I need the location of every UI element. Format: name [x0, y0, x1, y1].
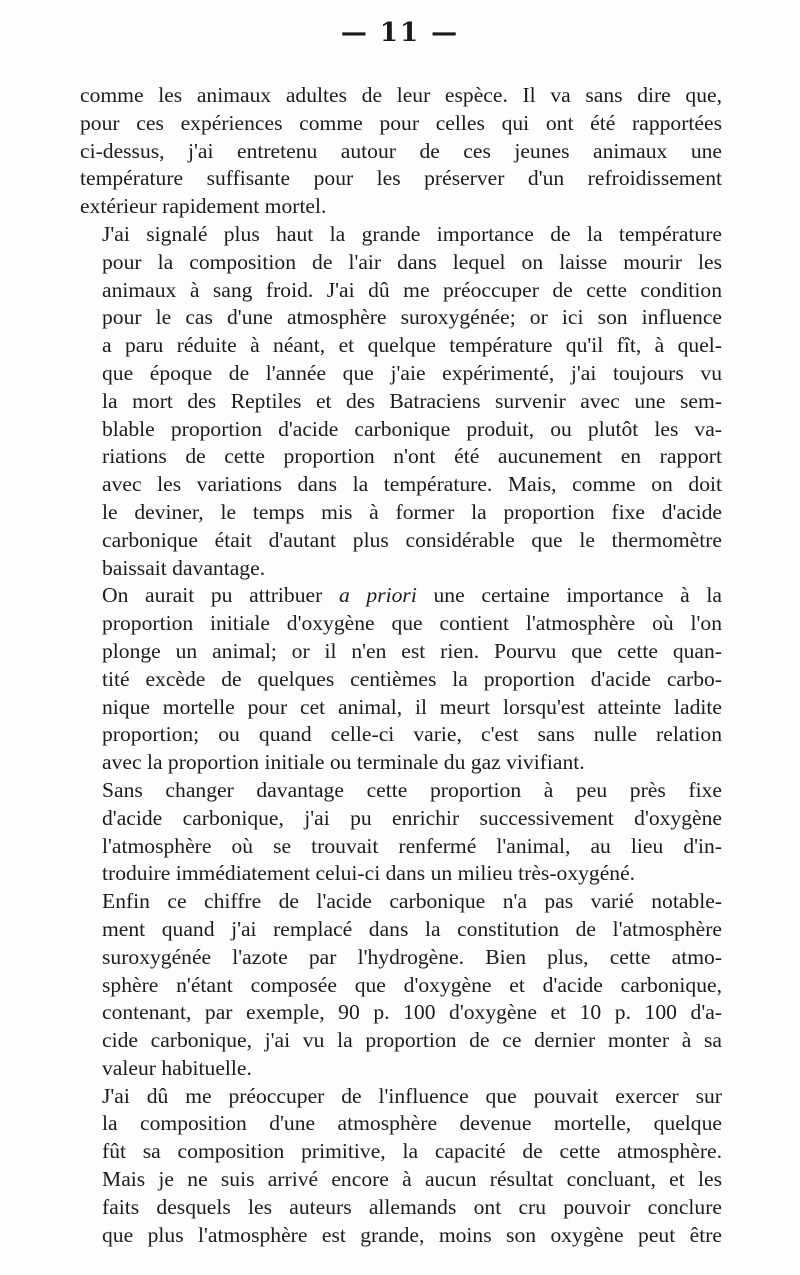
text-line: blable proportion d'acide carbonique produit, ou plutôt les va-: [102, 416, 722, 441]
text-line: sphère n'étant composée que d'oxygène et d'acide carbonique,: [102, 972, 722, 997]
text-line: Mais je ne suis arrivé encore à aucun résultat concluant, et les: [102, 1167, 722, 1192]
text-line: pour le cas d'une atmosphère suroxygénée; or ici son influence: [102, 305, 722, 330]
text-line: faits desquels les auteurs allemands ont cru pouvoir conclure: [102, 1194, 722, 1219]
text-line: le deviner, le temps mis à former la proportion fixe d'acide: [102, 499, 722, 524]
text-line: l'atmosphère où se trouvait renfermé l'animal, au lieu d'in-: [102, 833, 722, 858]
paragraph: [80, 221, 722, 582]
text-line: pour la composition de l'air dans lequel on laisse mourir les: [102, 249, 722, 274]
paragraph: [80, 888, 722, 1083]
paragraph: [80, 777, 722, 888]
text-line: riations de cette proportion n'ont été aucunement en rapport: [102, 444, 722, 469]
text-line: plonge un animal; or il n'en est rien. Pourvu que cette quan-: [102, 638, 722, 663]
body-text: [80, 82, 722, 1249]
text-line: ment quand j'ai remplacé dans la constitution de l'atmosphère: [102, 916, 722, 941]
text-line: comme les animaux adultes de leur espèce. Il va sans dire que,: [80, 83, 722, 107]
text-line: que époque de l'année que j'aie expérimenté, j'ai toujours vu: [102, 360, 722, 385]
text-line: valeur habituelle.: [102, 1055, 252, 1080]
text-line: Enfin ce chiffre de l'acide carbonique n'a pas varié notable-: [102, 889, 722, 914]
text-line: avec la proportion initiale ou terminale du gaz vivifiant.: [102, 750, 585, 775]
text-line: d'acide carbonique, j'ai pu enrichir successivement d'oxygène: [102, 805, 722, 830]
text-line: fût sa composition primitive, la capacité de cette atmosphère.: [102, 1139, 722, 1164]
text-line: proportion initiale d'oxygène que contient l'atmosphère où l'on: [102, 611, 722, 636]
text-line: nique mortelle pour cet animal, il meurt lorsqu'est atteinte ladite: [102, 694, 722, 719]
text-line: J'ai dû me préoccuper de l'influence que pouvait exercer sur: [102, 1083, 722, 1108]
text-line: avec les variations dans la température. Mais, comme on doit: [102, 472, 722, 497]
text-line: pour ces expériences comme pour celles qui ont été rapportées: [80, 110, 722, 135]
page-number-header: — 11 —: [340, 18, 460, 48]
text-line: suroxygénée l'azote par l'hydrogène. Bien plus, cette atmo-: [102, 944, 722, 969]
text-line: troduire immédiatement celui-ci dans un milieu très-oxygéné.: [102, 861, 636, 886]
text-line: animaux à sang froid. J'ai dû me préoccuper de cette condition: [102, 277, 722, 302]
text-line: carbonique était d'autant plus considérable que le thermomètre: [102, 527, 722, 552]
text-line: proportion; ou quand celle-ci varie, c'est sans nulle relation: [102, 722, 722, 747]
text-line: la composition d'une atmosphère devenue mortelle, quelque: [102, 1111, 722, 1136]
text-line: tité excède de quelques centièmes la proportion d'acide carbo-: [102, 666, 722, 691]
text-line: a paru réduite à néant, et quelque température qu'il fît, à quel-: [102, 333, 722, 358]
text-line: On aurait pu attribuer a priori une certaine importance à la: [102, 583, 722, 608]
text-line: baissait davantage.: [102, 555, 266, 580]
text-line: extérieur rapidement mortel.: [80, 194, 327, 219]
text-line: cide carbonique, j'ai vu la proportion de ce dernier monter à sa: [102, 1028, 722, 1053]
text-line: J'ai signalé plus haut la grande importance de la température: [102, 221, 722, 246]
text-line: la mort des Reptiles et des Batraciens survenir avec une sem-: [102, 388, 722, 413]
text-line: Sans changer davantage cette proportion à peu près fixe: [102, 777, 722, 802]
text-line: que plus l'atmosphère est grande, moins son oxygène peut être: [102, 1222, 722, 1247]
paragraph: [80, 1083, 722, 1250]
text-line: température suffisante pour les préserver d'un refroidissement: [80, 166, 722, 191]
paragraph: [80, 582, 722, 777]
text-line: ci-dessus, j'ai entretenu autour de ces jeunes animaux une: [80, 138, 722, 163]
text-line: contenant, par exemple, 90 p. 100 d'oxygène et 10 p. 100 d'a-: [102, 1000, 722, 1025]
paragraph: [80, 82, 722, 221]
